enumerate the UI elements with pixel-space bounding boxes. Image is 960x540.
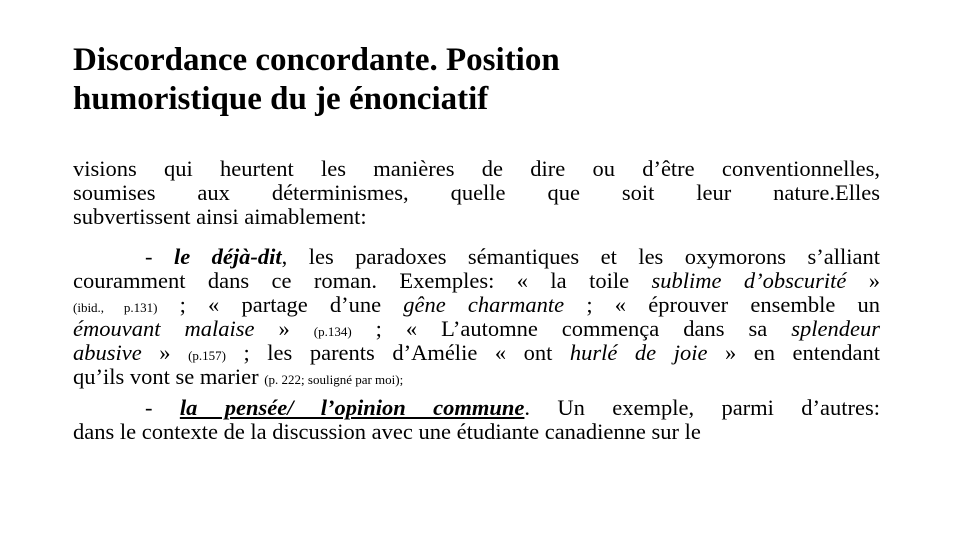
title-line-1: Discordance concordante. Position	[73, 42, 560, 78]
term-pensee-commune: la pensée/ l’opinion commune	[179, 395, 525, 420]
ref-222: (p. 222; souligné par moi);	[264, 372, 404, 387]
quote-hurle-de-joie: hurlé de joie	[569, 340, 708, 365]
p2-line-4-a: »	[254, 316, 314, 341]
p1-line-1: visions qui heurtent les manières de dire ou d’être conventionnelles,	[73, 156, 880, 181]
dash: -	[145, 395, 180, 420]
slide-body	[73, 157, 880, 444]
p2-line-5-a: »	[141, 340, 189, 365]
p2-line-4-b: ; « L’automne commença dans sa	[351, 316, 792, 341]
p2-line-3-a: ; « partage d’une	[157, 292, 404, 317]
p2-line-1-rest: , les paradoxes sémantiques et les oxymorons s’alliant	[281, 244, 880, 269]
slide-title	[73, 41, 893, 119]
term-deja-dit: le déjà-dit	[173, 244, 282, 269]
p1-line-2: soumises aux déterminismes, quelle que soit leur nature.Elles	[73, 180, 880, 205]
quote-emouvant-malaise: émouvant malaise	[73, 316, 255, 341]
p2-line-3	[73, 293, 880, 317]
p2-line-2-a: couramment dans ce roman. Exemples: « la toile	[73, 268, 652, 293]
quote-gene-charmante: gêne charmante	[403, 292, 565, 317]
p2-line-5	[73, 341, 880, 365]
p3-line-1-rest: . Un exemple, parmi d’autres:	[524, 395, 880, 420]
p2-line-2	[73, 269, 880, 293]
ref-157: (p.157)	[188, 348, 226, 363]
p2-line-5-c: » en entendant	[707, 340, 880, 365]
p1-line-3: subvertissent ainsi aimablement:	[73, 204, 367, 229]
p2-line-3-b: ; « éprouver ensemble un	[564, 292, 880, 317]
ref-131: (ibid., p.131)	[73, 300, 158, 315]
p2-line-2-b: »	[846, 268, 881, 293]
ref-134: (p.134)	[313, 324, 352, 339]
p2-line-4	[73, 317, 880, 341]
title-line-2: humoristique du je énonciatif	[73, 81, 489, 117]
dash: -	[145, 244, 174, 269]
p2-line-6-a: qu’ils vont se marier	[73, 364, 265, 389]
p2-line-6	[73, 365, 880, 389]
quote-splendeur: splendeur	[791, 316, 880, 341]
p2-line-5-b: ; les parents d’Amélie « ont	[225, 340, 570, 365]
p2-line-1	[73, 245, 880, 269]
p3-line-2: dans le contexte de la discussion avec une étudiante canadienne sur le	[73, 419, 701, 444]
quote-sublime: sublime d’obscurité	[651, 268, 847, 293]
quote-abusive: abusive	[73, 340, 142, 365]
p3-line-1	[73, 396, 880, 420]
